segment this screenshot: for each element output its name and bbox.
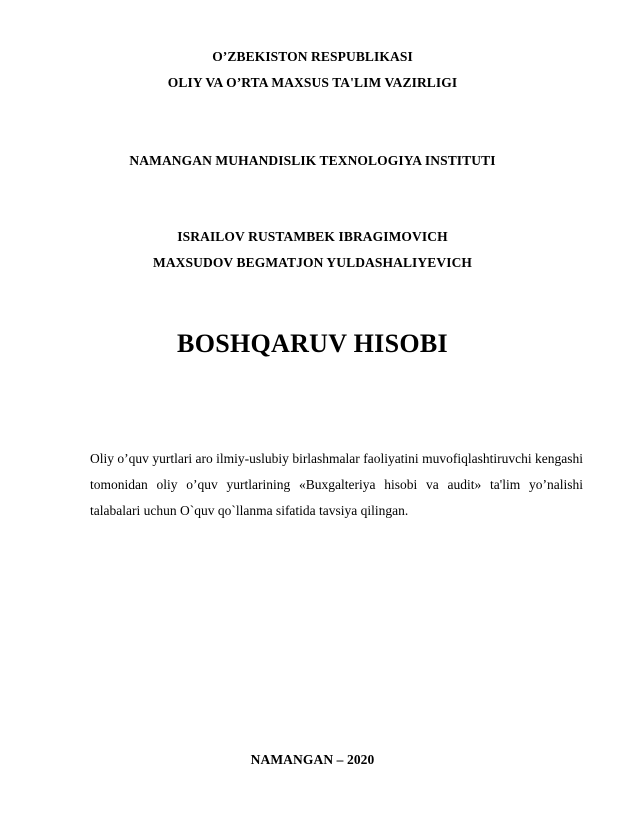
ministry-name: OLIY VA O’RTA MAXSUS TA'LIM VAZIRLIGI — [167, 75, 458, 90]
place-year-text: NAMANGAN – 2020 — [250, 752, 375, 767]
authors-block — [0, 224, 625, 276]
document-title: BOSHQARUV HISOBI — [177, 329, 448, 358]
place-and-year — [0, 747, 625, 773]
author-name: ISRAILOV RUSTAMBEK IBRAGIMOVICH — [177, 229, 448, 244]
institute-name: NAMANGAN MUHANDISLIK TEXNOLOGIYA INSTITUTI — [129, 153, 496, 168]
ministry-header — [0, 44, 625, 96]
institute-name-block — [0, 148, 625, 174]
country-name: O’ZBEKISTON RESPUBLIKASI — [212, 49, 413, 64]
author-name: MAXSUDOV BEGMATJON YULDASHALIYEVICH — [152, 255, 473, 270]
recommendation-text: Oliy o’quv yurtlari aro ilmiy-uslubiy birlashmalar faoliyatini muvofiqlashtiruvchi kengashi tomonidan oliy o’quv yurtlarining «Buxgalteriya hisobi va audit» ta'lim yo’nalishi talabalari uchun O`quv qo`llanma sifatida tavsiya qilingan. — [90, 451, 583, 518]
